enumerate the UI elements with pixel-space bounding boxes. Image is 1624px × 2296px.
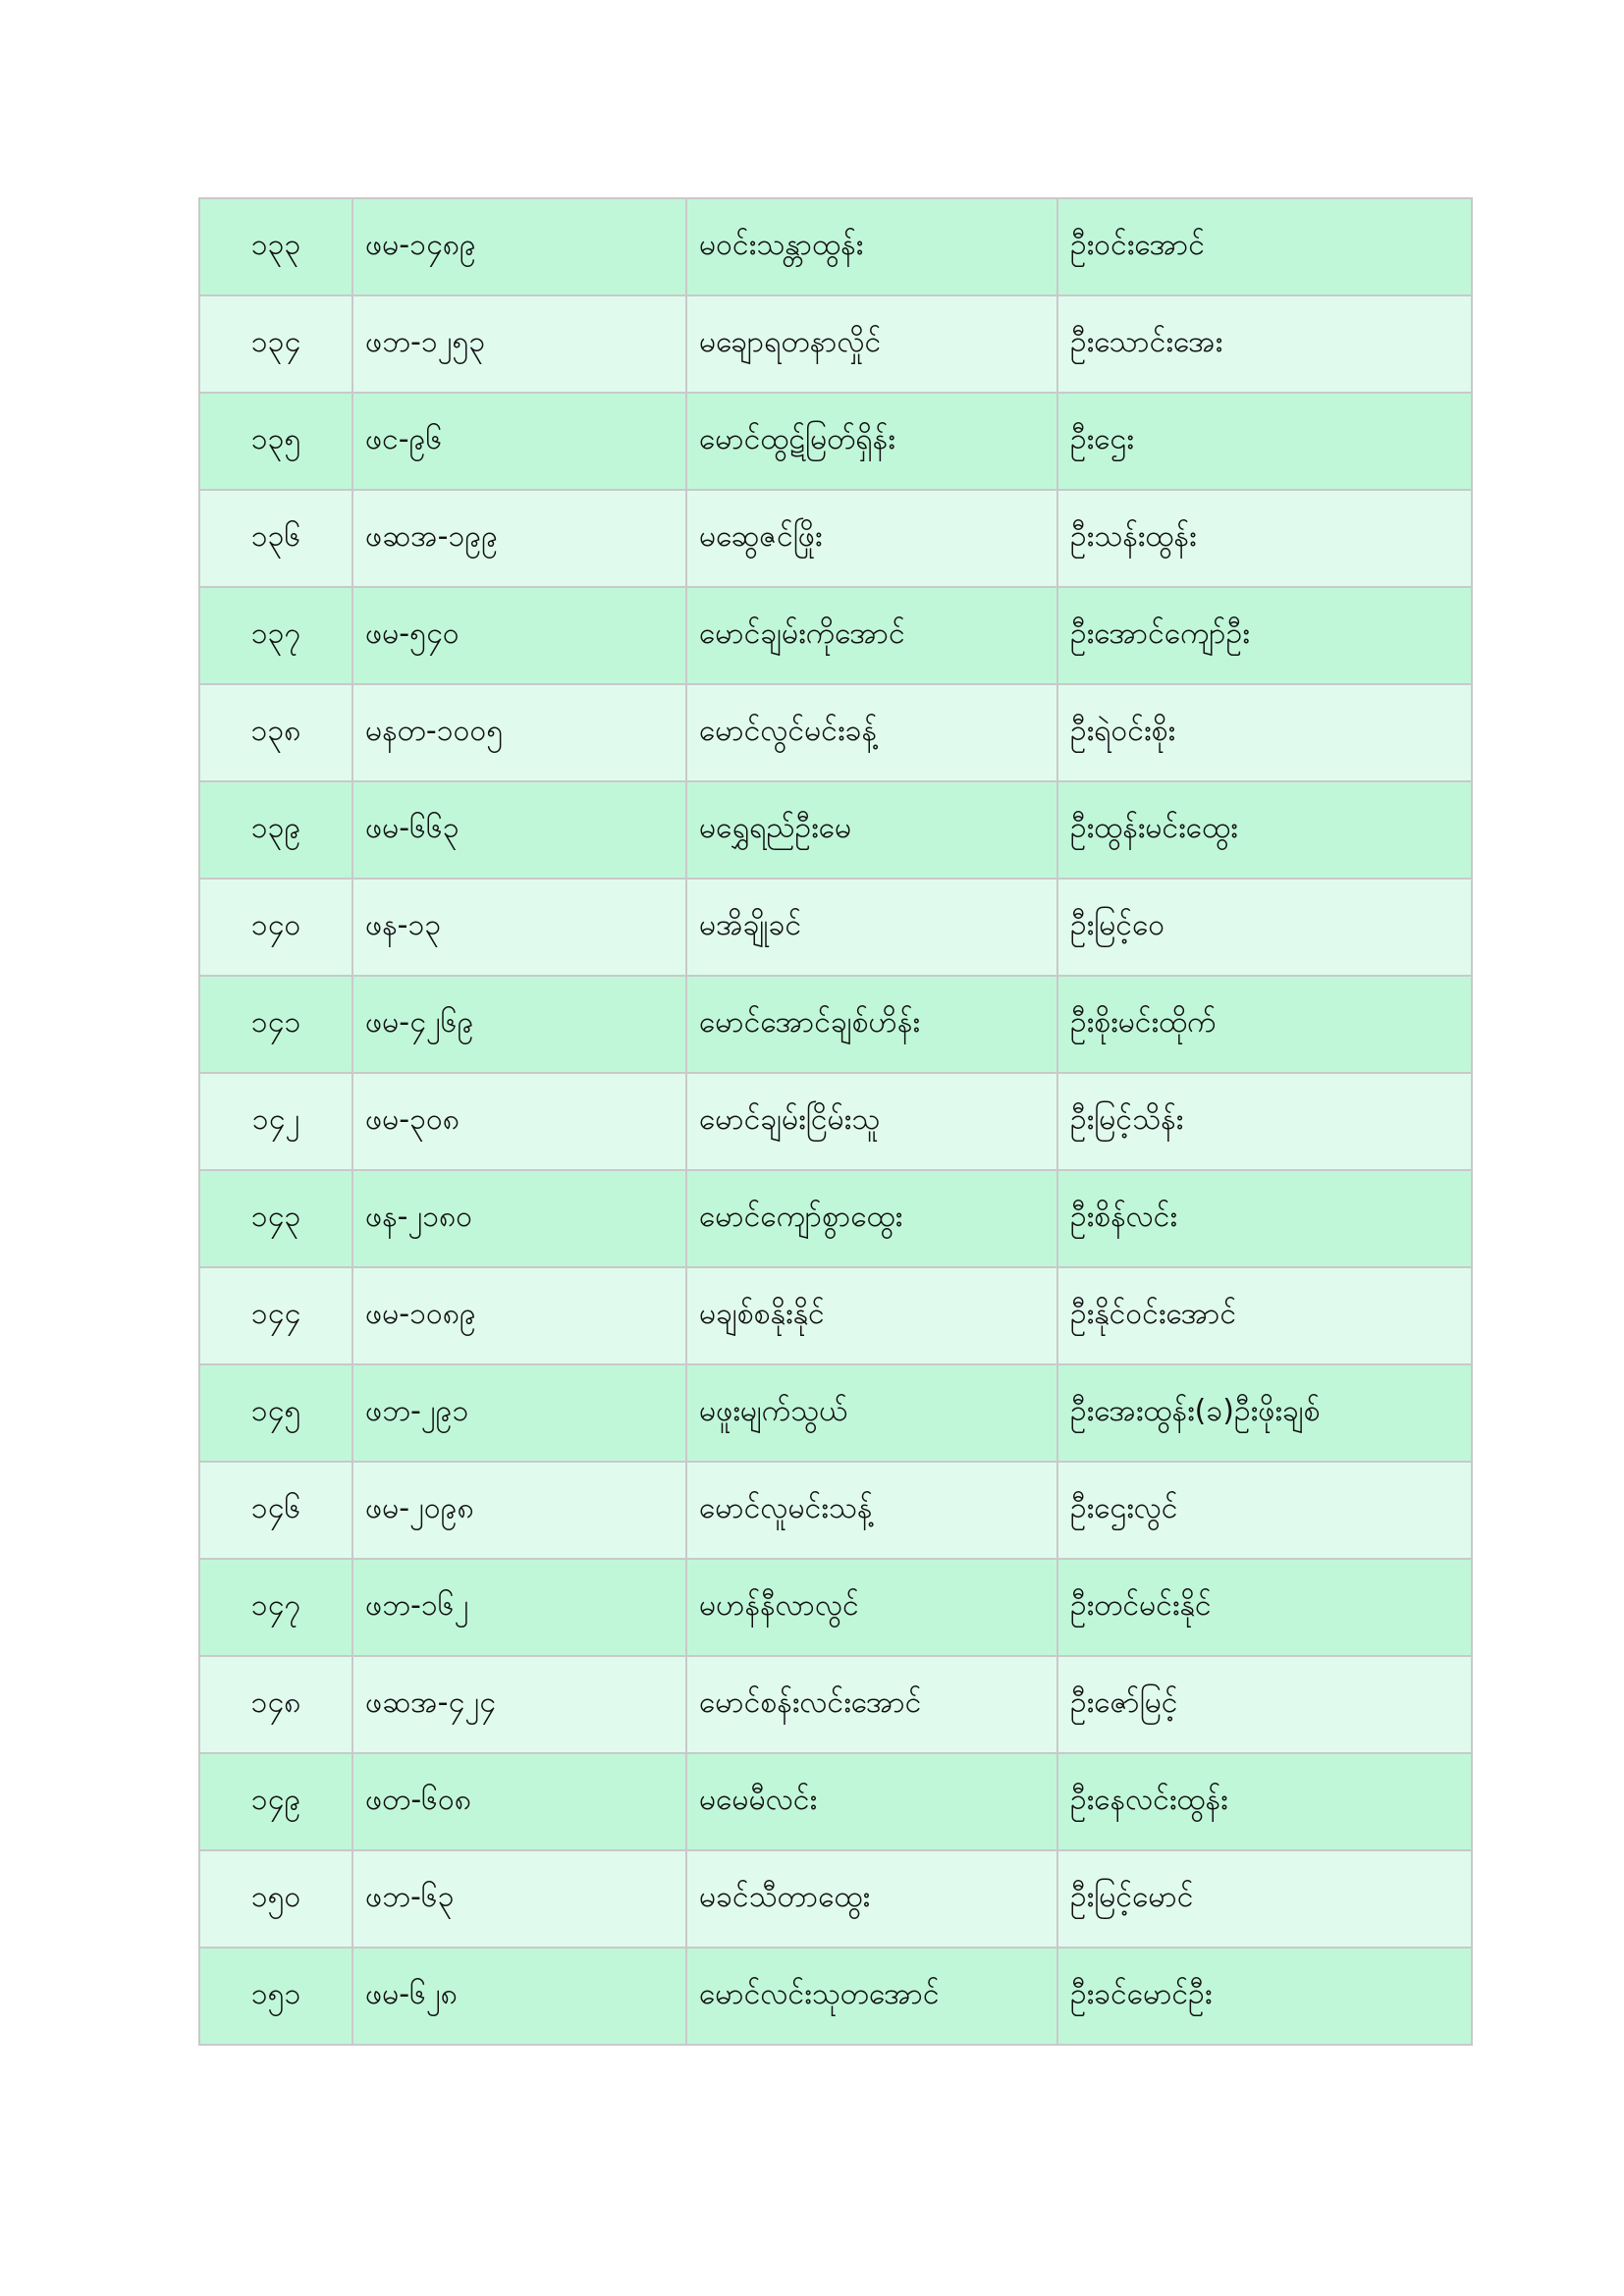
name-cell: မောင်လင်းသုတအောင် [686,1948,1057,2045]
father-name-cell: ဦးဌေး [1057,393,1472,490]
serial-number-cell: ၁၃၆ [199,490,352,587]
father-name-cell: ဦးဇော်မြင့် [1057,1656,1472,1753]
serial-number-cell: ၁၄၈ [199,1656,352,1753]
name-cell: မဆွေဇင်ဖြိုး [686,490,1057,587]
table-row [199,1073,1472,1170]
serial-number-cell: ၁၄၇ [199,1559,352,1656]
father-name-cell: ဦးစိန်လင်း [1057,1170,1472,1267]
serial-number-cell: ၁၃၄ [199,295,352,393]
table-row [199,393,1472,490]
table-row [199,198,1472,295]
id-number-cell: ဖန-၁၃ [352,879,686,976]
father-name-cell: ဦးရဲဝင်းစိုး [1057,684,1472,781]
id-number-cell: ဖဘ-၁၆၂ [352,1559,686,1656]
serial-number-cell: ၁၃၉ [199,781,352,879]
serial-number-cell: ၁၃၃ [199,198,352,295]
serial-number-cell: ၁၃၈ [199,684,352,781]
name-cell: မဝင်းသန္တာထွန်း [686,198,1057,295]
serial-number-cell: ၁၃၇ [199,587,352,684]
father-name-cell: ဦးမြင့်သိန်း [1057,1073,1472,1170]
id-number-cell: ဖဘ-၁၂၅၃ [352,295,686,393]
father-name-cell: ဦးမြင့်ဝေ [1057,879,1472,976]
serial-number-cell: ၁၄၉ [199,1753,352,1850]
father-name-cell: ဦးစိုးမင်းထိုက် [1057,976,1472,1073]
id-number-cell: ဖမ-၁၀၈၉ [352,1267,686,1364]
table-row [199,976,1472,1073]
id-number-cell: ဖဘ-၆၃ [352,1850,686,1948]
father-name-cell: ဦးခင်မောင်ဦး [1057,1948,1472,2045]
serial-number-cell: ၁၅၀ [199,1850,352,1948]
name-cell: မောင်ကျော်စွာထွေး [686,1170,1057,1267]
id-number-cell: ဖဘ-၂၉၁ [352,1364,686,1462]
name-cell: မချစ်စနိုးနိုင် [686,1267,1057,1364]
id-number-cell: ဖဆအ-၄၂၄ [352,1656,686,1753]
table-row [199,295,1472,393]
father-name-cell: ဦးတင်မင်းနိုင် [1057,1559,1472,1656]
serial-number-cell: ၁၅၁ [199,1948,352,2045]
name-cell: မအိချိုခင် [686,879,1057,976]
serial-number-cell: ၁၄၃ [199,1170,352,1267]
table-row [199,587,1472,684]
id-number-cell: ဖမ-၆၂၈ [352,1948,686,2045]
name-cell: မခင်သီတာထွေး [686,1850,1057,1948]
father-name-cell: ဦးနေလင်းထွန်း [1057,1753,1472,1850]
table-row [199,1170,1472,1267]
name-cell: မောင်စန်းလင်းအောင် [686,1656,1057,1753]
id-number-cell: ဖမ-၁၄၈၉ [352,198,686,295]
table-row [199,1364,1472,1462]
table-row [199,490,1472,587]
serial-number-cell: ၁၃၅ [199,393,352,490]
father-name-cell: ဦးဌေးလွင် [1057,1462,1472,1559]
name-cell: မဖူးမျက်သွယ် [686,1364,1057,1462]
name-cell: မောင်ချမ်းငြိမ်းသူ [686,1073,1057,1170]
table-row [199,781,1472,879]
serial-number-cell: ၁၄၂ [199,1073,352,1170]
id-number-cell: ဖမ-၃၀၈ [352,1073,686,1170]
table-row [199,1267,1472,1364]
name-cell: မောင်လွင်မင်းခန့် [686,684,1057,781]
name-cell: မောင်အောင်ချစ်ဟိန်း [686,976,1057,1073]
id-number-cell: ဖင-၉၆ [352,393,686,490]
father-name-cell: ဦးထွန်းမင်းထွေး [1057,781,1472,879]
name-cell: မချောရတနာလှိုင် [686,295,1057,393]
serial-number-cell: ၁၄၄ [199,1267,352,1364]
roster-body [199,198,1472,2045]
table-row [199,1656,1472,1753]
father-name-cell: ဦးအေးထွန်း(ခ)ဦးဖိုးချစ် [1057,1364,1472,1462]
father-name-cell: ဦးသောင်းအေး [1057,295,1472,393]
id-number-cell: မနတ-၁၀၀၅ [352,684,686,781]
table-row [199,1948,1472,2045]
table-row [199,879,1472,976]
name-cell: မောင်လူမင်းသန့် [686,1462,1057,1559]
table-row [199,1753,1472,1850]
id-number-cell: ဖမ-၄၂၆၉ [352,976,686,1073]
father-name-cell: ဦးမြင့်မောင် [1057,1850,1472,1948]
father-name-cell: ဦးသန်းထွန်း [1057,490,1472,587]
id-number-cell: ဖမ-၂၀၉၈ [352,1462,686,1559]
name-cell: မောင်ထွဋ်မြတ်ရှိန်း [686,393,1057,490]
father-name-cell: ဦးဝင်းအောင် [1057,198,1472,295]
serial-number-cell: ၁၄၁ [199,976,352,1073]
id-number-cell: ဖတ-၆၀၈ [352,1753,686,1850]
table-row [199,1462,1472,1559]
father-name-cell: ဦးအောင်ကျော်ဦး [1057,587,1472,684]
serial-number-cell: ၁၄၅ [199,1364,352,1462]
id-number-cell: ဖဆအ-၁၉၉ [352,490,686,587]
table-row [199,1559,1472,1656]
name-cell: မောင်ချမ်းကိုအောင် [686,587,1057,684]
name-cell: မမေမီလင်း [686,1753,1057,1850]
father-name-cell: ဦးနိုင်ဝင်းအောင် [1057,1267,1472,1364]
table-row [199,1850,1472,1948]
serial-number-cell: ၁၄၆ [199,1462,352,1559]
id-number-cell: ဖမ-၅၄၀ [352,587,686,684]
id-number-cell: ဖမ-၆၆၃ [352,781,686,879]
id-number-cell: ဖန-၂၁၈၀ [352,1170,686,1267]
name-cell: မဟန်နီလာလွင် [686,1559,1057,1656]
table-row [199,684,1472,781]
serial-number-cell: ၁၄၀ [199,879,352,976]
roster-table [198,197,1473,2046]
name-cell: မရွှေရည်ဦးမေ [686,781,1057,879]
